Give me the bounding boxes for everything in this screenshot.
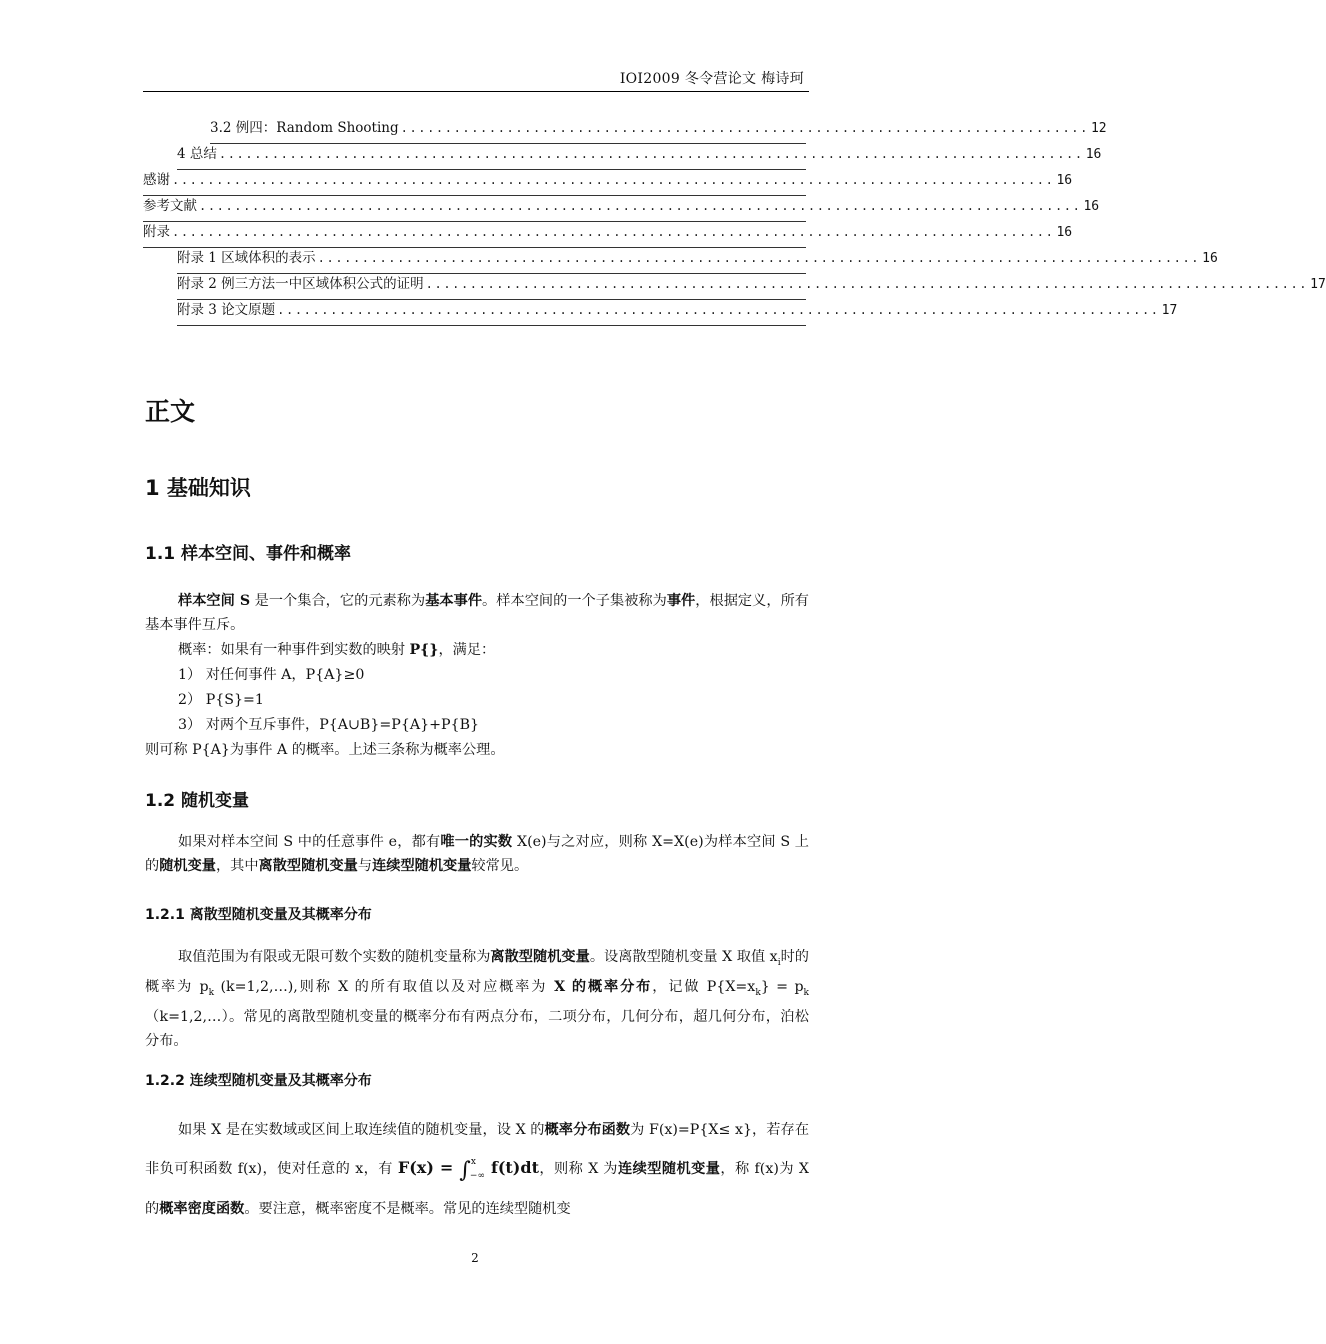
toc-entry[interactable]: 感谢 .................................................................................................... 16 xyxy=(143,170,806,196)
toc-entry-label: 3.2 例四：Random Shooting xyxy=(210,120,399,136)
toc-entry[interactable]: 附录 .................................................................................................... 16 xyxy=(143,222,806,248)
section-heading-1-2: 1.2 随机变量 xyxy=(145,791,250,811)
section-heading-1-2-1: 1.2.1 离散型随机变量及其概率分布 xyxy=(145,907,372,923)
toc-entry-label: 附录 xyxy=(143,224,170,240)
toc-entry[interactable]: 4 总结 .................................................................................................. 16 xyxy=(177,144,806,170)
toc-entry[interactable]: 附录 1 区域体积的表示 .................................................................................................... 16 xyxy=(177,248,806,274)
paragraph-probability: 概率：如果有一种事件到实数的映射 P{}，满足： xyxy=(178,642,496,658)
toc-entry[interactable]: 参考文献 .................................................................................................... 16 xyxy=(143,196,806,222)
toc-entry-label: 感谢 xyxy=(143,172,170,188)
toc-entry-page: 16 xyxy=(1056,173,1073,188)
toc-entry-label: 参考文献 xyxy=(143,198,197,214)
axiom-item-1: 1） 对任何事件 A，P{A}≥0 xyxy=(178,667,365,683)
cdf-formula: F(x) = ∫$^x_{-\infty}$ f(t)dt xyxy=(397,1157,539,1183)
main-heading: 正文 xyxy=(145,397,196,426)
paragraph-axioms-summary: 则可称 P{A}为事件 A 的概率。上述三条称为概率公理。 xyxy=(145,742,505,758)
toc-entry-page: 12 xyxy=(1090,121,1107,136)
toc-entry[interactable]: 附录 2 例三方法一中区域体积公式的证明 .................................................................................................... 17 xyxy=(177,274,806,300)
toc-entry-label: 附录 3 论文原题 xyxy=(177,302,276,318)
header-rule xyxy=(143,91,809,92)
toc-entry-page: 16 xyxy=(1083,199,1100,214)
paragraph-discrete-variable: 取值范围为有限或无限可数个实数的随机变量称为离散型随机变量。设离散型随机变量 X 取值 $x_i$时的概率为 $p_k$ (k=1,2,…),则称 X 的所有取值以及对应概率为 X 的概率分布，记做 $P\{X=x_k\} = p_k$ （k=1,2,…）。常见的离散型随机变量的概率分布有两点分布，二项分布，几何分布，超几何分布，泊松分布。 xyxy=(145,949,810,1049)
toc-entry[interactable]: 附录 3 论文原题 .................................................................................................... 17 xyxy=(177,300,806,326)
axiom-item-2: 2） P{S}=1 xyxy=(178,692,264,708)
toc-entry-page: 16 xyxy=(1085,147,1102,162)
section-heading-1: 1 基础知识 xyxy=(145,476,251,500)
toc-entry-label: 附录 1 区域体积的表示 xyxy=(177,250,316,266)
paragraph-continuous-variable: 如果 X 是在实数域或区间上取连续值的随机变量，设 X 的概率分布函数为 F(x)=P{X≤ x}，若存在非负可积函数 f(x)，使对任意的 x，有 F(x) = ∫$^x_{-\infty}$ f(t)dt，则称 X 为连续型随机变量，称 f(x)为 X 的概率密度函数。要注意，概率密度不是概率。常见的连续型随机变 xyxy=(145,1122,810,1217)
toc-entry-label: 附录 2 例三方法一中区域体积公式的证明 xyxy=(177,276,424,292)
toc-entry-page: 16 xyxy=(1056,225,1073,240)
axiom-item-3: 3） 对两个互斥事件，P{A∪B}=P{A}+P{B} xyxy=(178,717,480,733)
section-heading-1-2-2: 1.2.2 连续型随机变量及其概率分布 xyxy=(145,1073,372,1089)
toc-entry-label: 4 总结 xyxy=(177,146,217,162)
section-heading-1-1: 1.1 样本空间、事件和概率 xyxy=(145,544,352,564)
page-header: IOI2009 冬令营论文 梅诗珂 xyxy=(619,71,804,87)
toc-entry-page: 16 xyxy=(1202,251,1218,266)
paragraph-sample-space: 样本空间 S 是一个集合，它的元素称为基本事件。样本空间的一个子集被称为事件，根据定义，所有基本事件互斥。 xyxy=(145,593,809,633)
page-number: 2 xyxy=(471,1251,479,1265)
toc-entry[interactable]: 3.2 例四：Random Shooting .............................................................................. 12 xyxy=(210,118,806,144)
table-of-contents xyxy=(143,118,1326,326)
toc-entry-page: 17 xyxy=(1161,303,1178,318)
toc-entry-page: 17 xyxy=(1310,277,1326,292)
paragraph-random-variable: 如果对样本空间 S 中的任意事件 e，都有唯一的实数 X(e)与之对应，则称 X=X(e)为样本空间 S 上的随机变量，其中离散型随机变量与连续型随机变量较常见。 xyxy=(145,834,809,874)
